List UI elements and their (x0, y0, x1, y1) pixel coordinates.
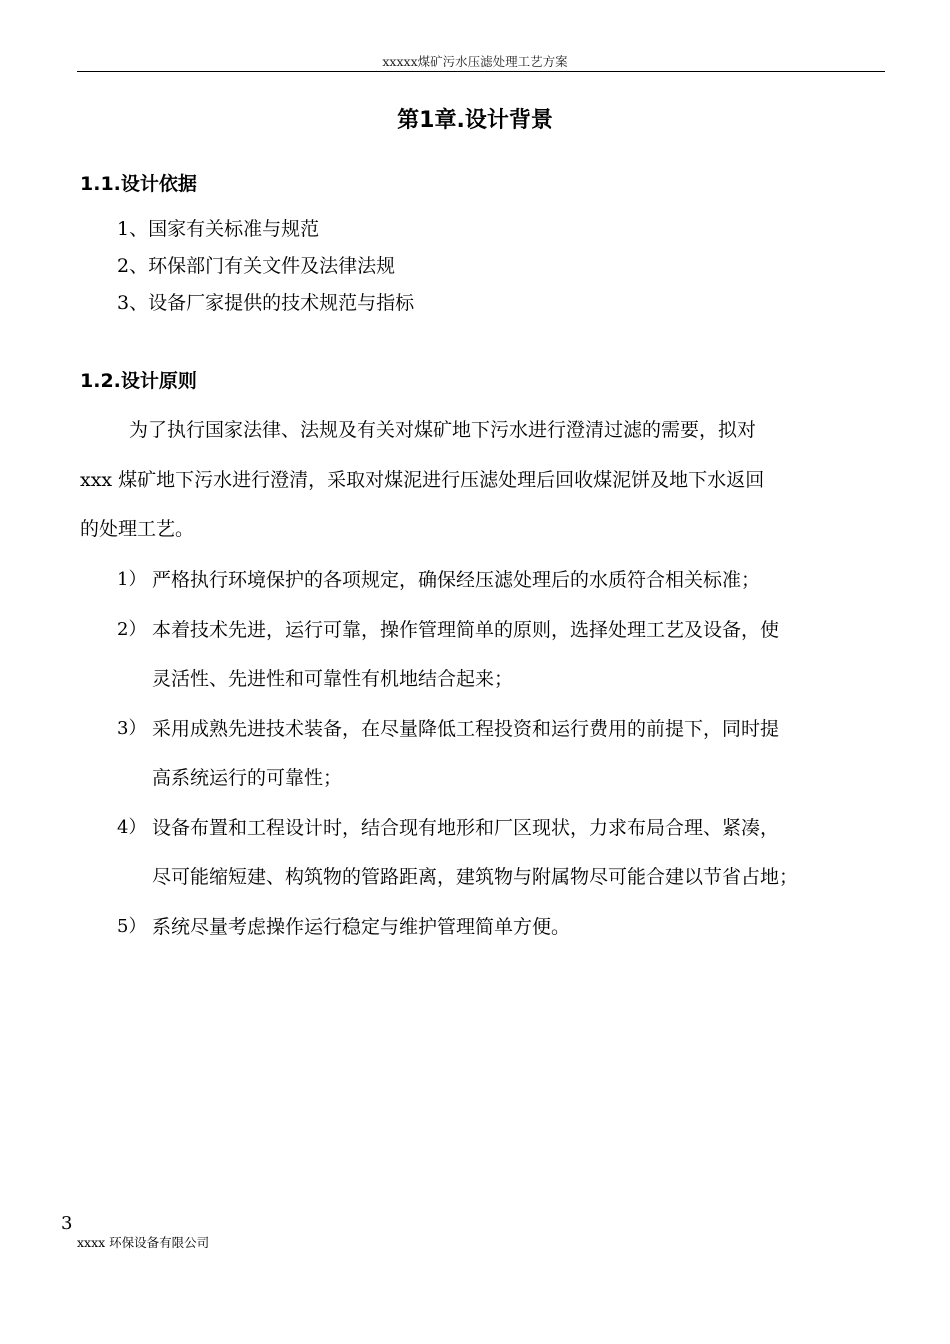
running-header: xxxxx煤矿污水压滤处理工艺方案 (382, 54, 568, 69)
chapter-title: 第1章.设计背景 (397, 108, 553, 133)
principle-number: 2） (117, 619, 147, 640)
intro-paragraph-line: 的处理工艺。 (80, 518, 195, 540)
principle-number: 1） (117, 569, 147, 590)
principle-text: 设备布置和工程设计时，结合现有地形和厂区现状，力求布局合理、紧凑， (152, 817, 780, 839)
section-heading-design-basis: 1.1.设计依据 (80, 173, 197, 195)
section-heading-design-principles: 1.2.设计原则 (80, 370, 197, 392)
basis-item: 2、环保部门有关文件及法律法规 (117, 255, 396, 277)
principle-text: 采用成熟先进技术装备，在尽量降低工程投资和运行费用的前提下，同时提 (152, 718, 780, 740)
intro-paragraph-line: xxx 煤矿地下污水进行澄清，采取对煤泥进行压滤处理后回收煤泥饼及地下水返回 (80, 469, 765, 491)
intro-paragraph-line: 为了执行国家法律、法规及有关对煤矿地下污水进行澄清过滤的需要，拟对 (129, 419, 757, 441)
basis-item: 3、设备厂家提供的技术规范与指标 (117, 292, 415, 314)
page-number: 3 (61, 1213, 73, 1234)
footer-company-name: xxxx 环保设备有限公司 (77, 1235, 210, 1250)
principle-text: 高系统运行的可靠性； (152, 767, 343, 789)
principle-number: 4） (117, 817, 147, 838)
principle-text: 系统尽量考虑操作运行稳定与维护管理简单方便。 (152, 916, 571, 938)
principle-text: 本着技术先进，运行可靠，操作管理简单的原则，选择处理工艺及设备，使 (152, 619, 780, 641)
basis-item: 1、国家有关标准与规范 (117, 218, 320, 240)
principle-number: 3） (117, 718, 147, 739)
principle-text: 尽可能缩短建、构筑物的管路距离，建筑物与附属物尽可能合建以节省占地； (152, 866, 799, 888)
principle-number: 5） (117, 916, 147, 937)
principle-text: 严格执行环境保护的各项规定，确保经压滤处理后的水质符合相关标准； (152, 569, 761, 591)
principle-text: 灵活性、先进性和可靠性有机地结合起来； (152, 668, 514, 690)
header-divider (77, 71, 885, 72)
